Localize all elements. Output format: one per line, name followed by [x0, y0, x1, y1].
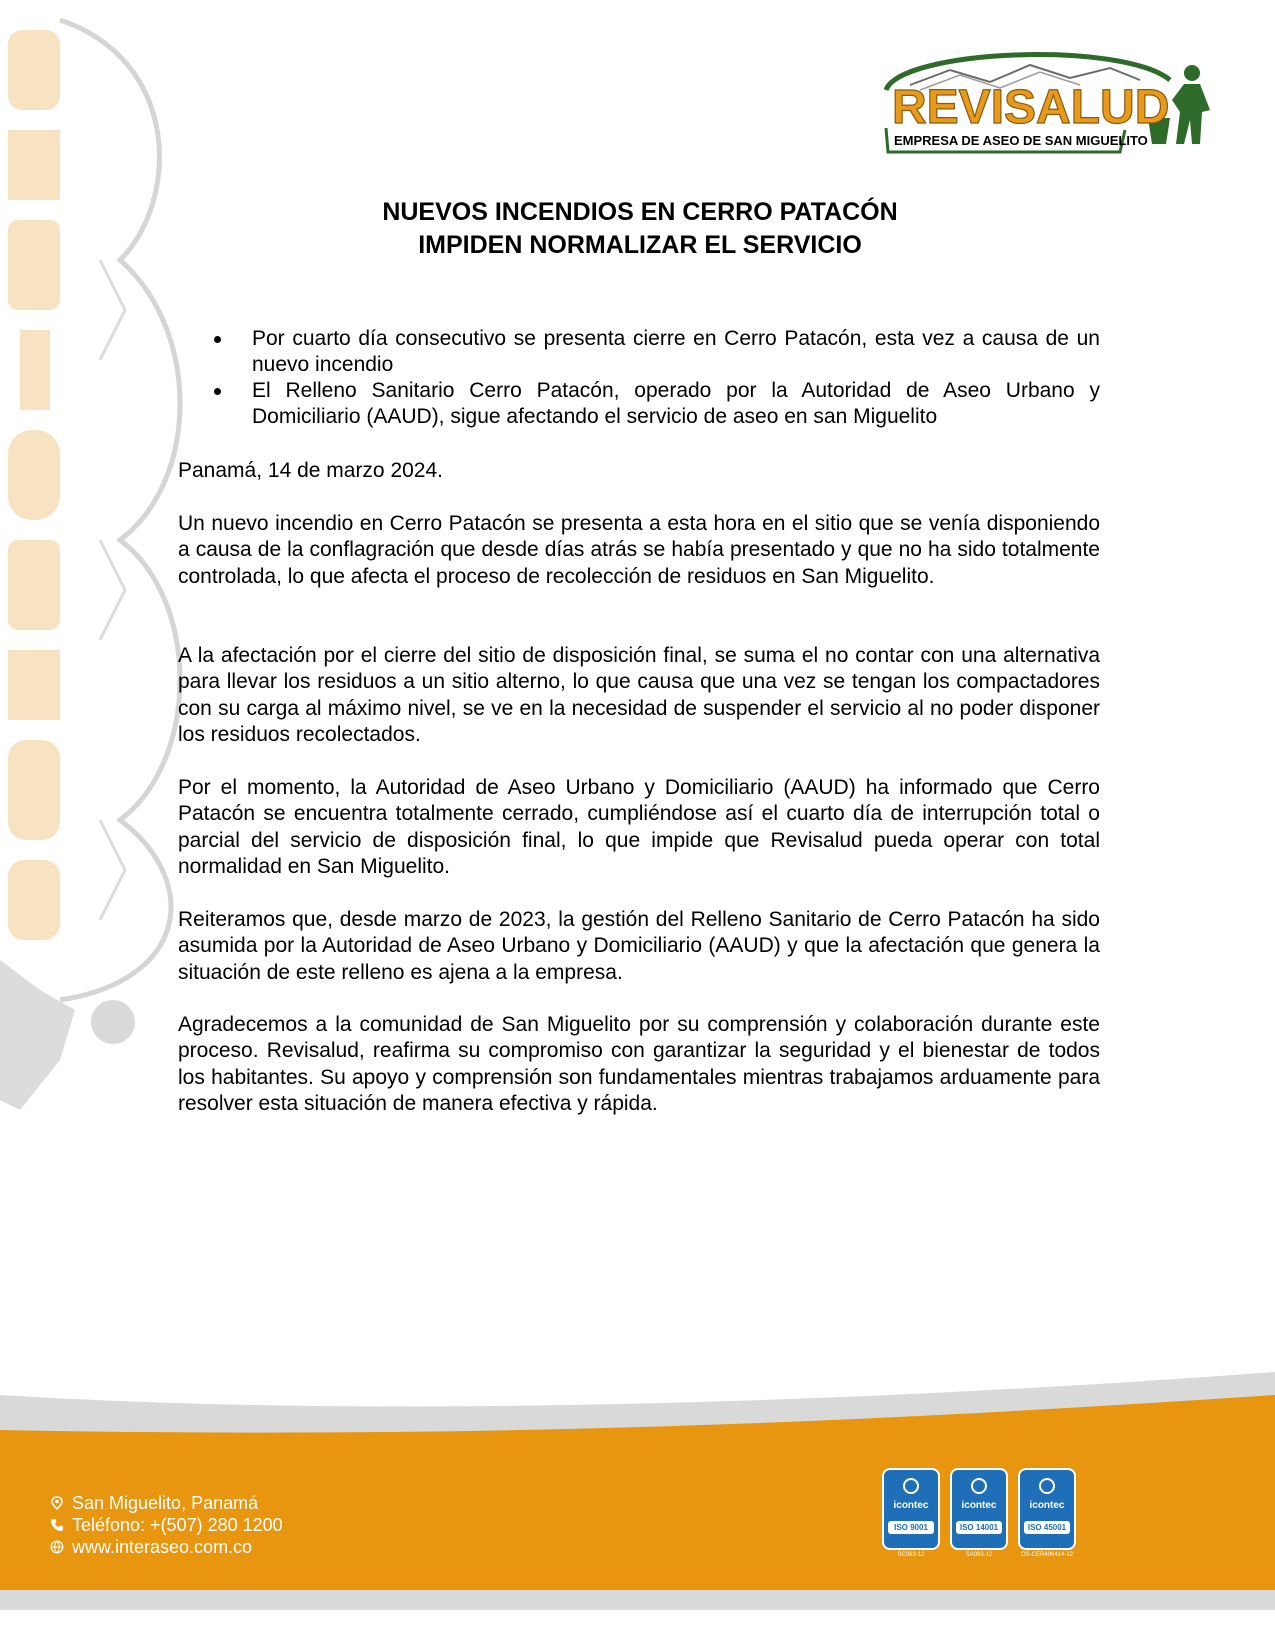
phone-text: Teléfono: +(507) 280 1200 [72, 1515, 283, 1535]
website-link[interactable]: www.interaseo.com.co [72, 1537, 253, 1557]
paragraph: Por el momento, la Autoridad de Aseo Urbano y Domiciliario (AAUD) ha informado que Cerro Patacón se encuentra totalmente cerrado, cumpliéndose así el cuarto día de interrupción total o parcial del servicio de disposición final, lo que impide que Revisalud pueda operar con total normalidad en San Miguelito. [178, 776, 1100, 878]
cert-code: OS-CER496414-12 [1020, 1552, 1074, 1558]
bullet-icon [214, 336, 221, 343]
cert-brand: icontec [893, 1500, 929, 1511]
bullet-text: Por cuarto día consecutivo se presenta cierre en Cerro Patacón, esta vez a causa de un nuevo incendio [252, 327, 1100, 376]
cert-code: SC083-12 [897, 1552, 925, 1558]
title-line-2: IMPIDEN NORMALIZAR EL SERVICIO [418, 231, 862, 259]
phone-icon [50, 1518, 64, 1532]
location-text: San Miguelito, Panamá [72, 1493, 259, 1513]
list-item [214, 378, 1100, 430]
logo-tagline: EMPRESA DE ASEO DE SAN MIGUELITO [894, 133, 1148, 148]
highlights-list [214, 326, 1100, 430]
cert-standard: ISO 45001 [1024, 1521, 1070, 1534]
cert-standard: ISO 14001 [956, 1521, 1002, 1534]
title-line-1: NUEVOS INCENDIOS EN CERRO PATACÓN [382, 198, 898, 226]
contact-info [50, 1492, 283, 1558]
iso-45001-badge [1018, 1468, 1076, 1550]
watermark-graphic [0, 0, 200, 1170]
cert-code: SA083-12 [965, 1552, 993, 1558]
paragraph: Agradecemos a la comunidad de San Miguelito por su comprensión y colaboración durante este proceso. Revisalud, reafirma su compromiso con garantizar la seguridad y el bienestar de todos los habitantes. Su apoyo y comprensión son fundamentales mientras trabajamos arduamente para resolver esta situación de manera efectiva y rápida. [178, 1013, 1100, 1115]
dateline: Panamá, 14 de marzo 2024. [178, 459, 444, 482]
paragraph: Reiteramos que, desde marzo de 2023, la gestión del Relleno Sanitario de Cerro Patacón ha sido asumida por la Autoridad de Aseo Urbano y Domiciliario (AAUD) y que la afectación que genera la situación de este relleno es ajena a la empresa. [178, 908, 1100, 984]
company-logo [880, 40, 1240, 160]
cert-standard: ISO 9001 [888, 1521, 934, 1534]
paragraph: Un nuevo incendio en Cerro Patacón se presenta a esta hora en el sitio que se venía disponiendo a causa de la conflagración que desde días atrás se había presentado y que no ha sido totalmente controlada, lo que afecta el proceso de recolección de residuos en San Miguelito. [178, 512, 1100, 588]
list-item [214, 326, 1100, 378]
cert-brand: icontec [961, 1500, 997, 1511]
paragraph: A la afectación por el cierre del sitio de disposición final, se suma el no contar con una alternativa para llevar los residuos a un sitio alterno, lo que causa que una vez se tengan los compactadores con su carga al máximo nivel, se ve en la necesidad de suspender el servicio al no poder disponer los residuos recolectados. [178, 644, 1100, 746]
cert-brand: icontec [1029, 1500, 1065, 1511]
phone-row [50, 1514, 283, 1536]
icontec-icon [1039, 1478, 1055, 1494]
footer-band [0, 1360, 1275, 1610]
iso-9001-badge [882, 1468, 940, 1550]
bullet-icon [214, 388, 221, 395]
globe-icon [50, 1540, 64, 1554]
page-title [260, 196, 1020, 262]
icontec-icon [971, 1478, 987, 1494]
location-row [50, 1492, 283, 1514]
location-pin-icon [50, 1496, 64, 1510]
logo-wordmark: REVISALUD [892, 81, 1170, 134]
website-row [50, 1536, 283, 1558]
bullet-text: El Relleno Sanitario Cerro Patacón, operado por la Autoridad de Aseo Urbano y Domiciliario (AAUD), sigue afectando el servicio de aseo en san Miguelito [252, 379, 1100, 428]
iso-14001-badge [950, 1468, 1008, 1550]
icontec-icon [903, 1478, 919, 1494]
